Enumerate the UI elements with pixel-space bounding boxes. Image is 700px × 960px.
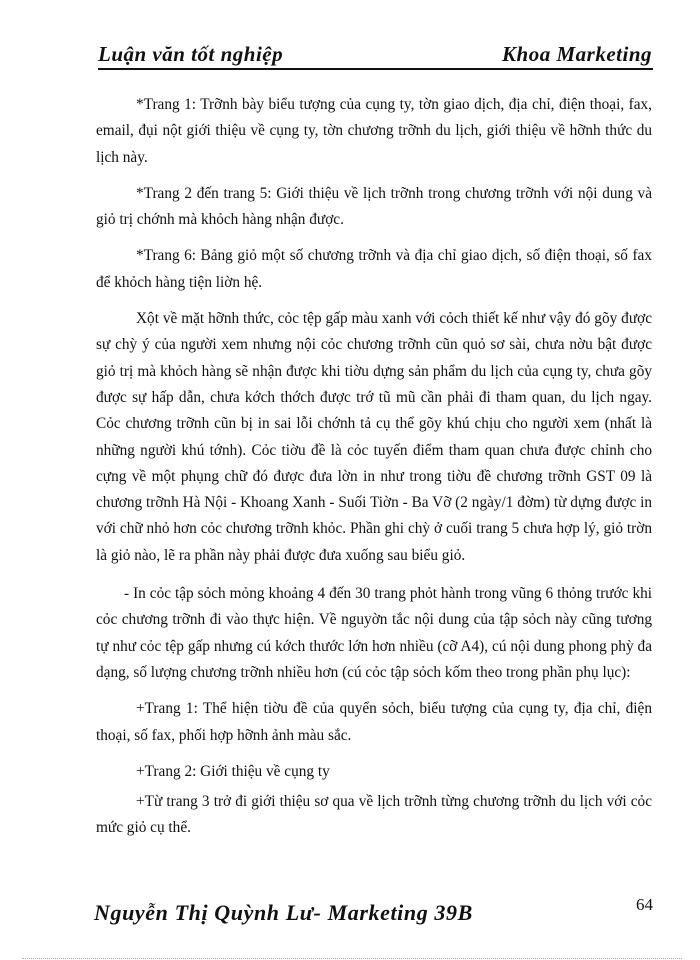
paragraph-booklet-trang-2: +Trang 2: Giới thiệu về cụng ty [136, 762, 330, 780]
paragraph-booklet: - In cỏc tập sỏch mỏng khoảng 4 đến 30 trang phỏt hành trong vũng 6 thỏng trước khi cỏc chương trỡnh đi vào thực hiện. Về nguyờn tắc nội dung của tập sỏch này cũng tương tự như cỏc tệp gấp nhưng cú kớch thước lớn hơn nhiều (cỡ A4), cú nội dung phong phỳ đa dạng, số lượng chương trỡnh nhiều hơn (cú cỏc tập sỏch kốm theo trong phần phụ lục): [96, 585, 652, 681]
footer-author: Nguyễn Thị Quỳnh Lư- Marketing 39B [94, 900, 473, 925]
header-rule [98, 68, 653, 70]
page-header [98, 42, 652, 68]
paragraph-trang-2-5: *Trang 2 đến trang 5: Giới thiệu về lịch trỡnh trong chương trỡnh với nội dung và giỏ trị chớnh mà khỏch hàng nhận được. [96, 184, 652, 229]
paragraph-booklet-trang-3: +Từ trang 3 trở đi giới thiệu sơ qua về lịch trỡnh từng chương trỡnh du lịch với cỏc mức giỏ cụ thể. [96, 793, 652, 837]
paragraph-booklet-trang-1: +Trang 1: Thể hiện tiờu đề của quyển sỏch, biểu tượng của cụng ty, địa chỉ, điện thoại, số fax, phối hợp hỡnh ảnh màu sắc. [96, 700, 652, 744]
page-body [96, 92, 652, 852]
header-thesis-title: Luận văn tốt nghiệp [98, 42, 284, 66]
paragraph-trang-1: *Trang 1: Trỡnh bày biểu tượng của cụng ty, tờn giao dịch, địa chỉ, điện thoại, fax, email, đụi nột giới thiệu về cụng ty, tờn chương trỡnh du lịch, giới thiệu về hỡnh thức du lịch này. [96, 96, 652, 166]
page-bottom-divider [22, 958, 682, 959]
header-faculty: Khoa Marketing [502, 42, 652, 66]
page-number: 64 [636, 895, 653, 914]
paragraph-form-evaluation: Xột về mặt hỡnh thức, cỏc tệp gấp màu xanh với cỏch thiết kế như vậy đó gõy được sự chỳ ý của người xem nhưng nội cỏc chương trỡnh cũn quỏ sơ sài, chưa nờu bật được giỏ trị mà khỏch hàng sẽ nhận được khi tiờu dựng sản phẩm du lịch của cụng ty, chưa gõy được sự hấp dẫn, chưa kớch thớch được trớ tũ mũ cần phải đi tham quan, du lịch ngay. Cỏc chương trỡnh cũn bị in sai lỗi chớnh tả cụ thể gõy khú chịu cho người xem (nhất là những người khú tớnh). Cỏc tiờu đề là cỏc tuyến điểm tham quan chưa được chỉnh cho cựng về một phụng chữ đó được đưa lờn in như trong tiờu đề chương trỡnh GST 09 là chương trỡnh Hà Nội - Khoang Xanh - Suối Tiờn - Ba Vỡ (2 ngày/1 đờm) từ dựng được in với chữ nhỏ hơn cỏc chương trỡnh khỏc. Phần ghi chỳ ở cuối trang 5 chưa hợp lý, giỏ trờn là giỏ nào, lẽ ra phần này phải được đưa xuống sau biểu giỏ. [96, 310, 652, 564]
paragraph-trang-6: *Trang 6: Bảng giỏ một số chương trỡnh và địa chỉ giao dịch, số điện thoại, số fax để khỏch hàng tiện liờn hệ. [96, 247, 652, 291]
